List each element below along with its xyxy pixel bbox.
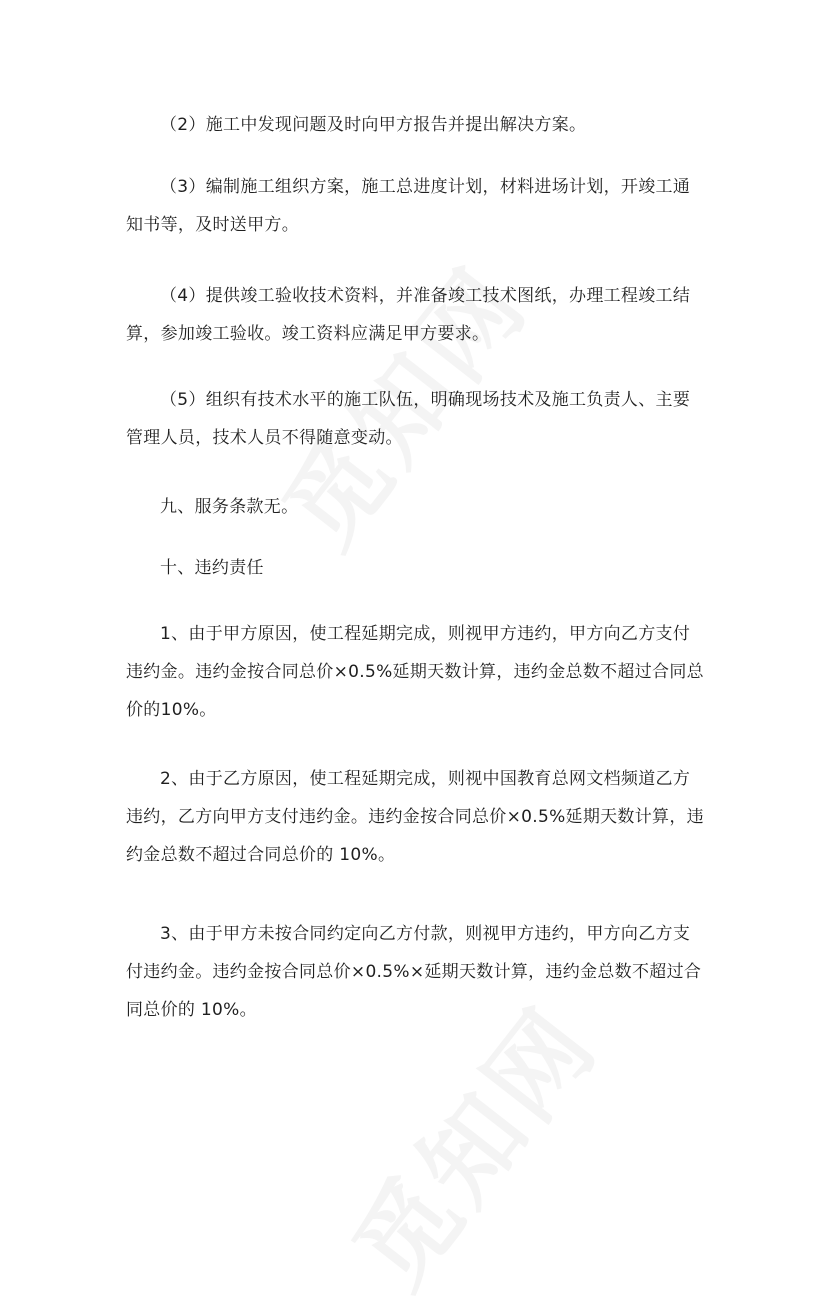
clause-1: 1、由于甲方原因，使工程延期完成，则视甲方违约，甲方向乙方支付违约金。违约金按合同总价×0.5%延期天数计算，违约金总数不超过合同总价的10%。 <box>126 624 704 720</box>
clause-3: 3、由于甲方未按合同约定向乙方付款，则视甲方违约，甲方向乙方支付违约金。违约金按合同总价×0.5%×延期天数计算，违约金总数不超过合同总价的 10%。 <box>126 924 702 1020</box>
section-heading-service-terms: 九、服务条款无。 <box>160 497 299 517</box>
paragraph-item-3: （3）编制施工组织方案，施工总进度计划，材料进场计划，开竣工通知书等，及时送甲方。 <box>126 177 691 235</box>
paragraph-item-5: （5）组织有技术水平的施工队伍，明确现场技术及施工负责人、主要管理人员，技术人员不得随意变动。 <box>126 390 691 448</box>
paragraph-item-2: （2）施工中发现问题及时向甲方报告并提出解决方案。 <box>160 115 587 135</box>
clause-2: 2、由于乙方原因，使工程延期完成，则视中国教育总网文档频道乙方违约，乙方向甲方支付违约金。违约金按合同总价×0.5%延期天数计算，违约金总数不超过合同总价的 10%。 <box>126 769 704 865</box>
paragraph-item-4: （4）提供竣工验收技术资料，并准备竣工技术图纸，办理工程竣工结算，参加竣工验收。竣工资料应满足甲方要求。 <box>126 286 691 344</box>
section-heading-liability: 十、违约责任 <box>160 558 264 578</box>
